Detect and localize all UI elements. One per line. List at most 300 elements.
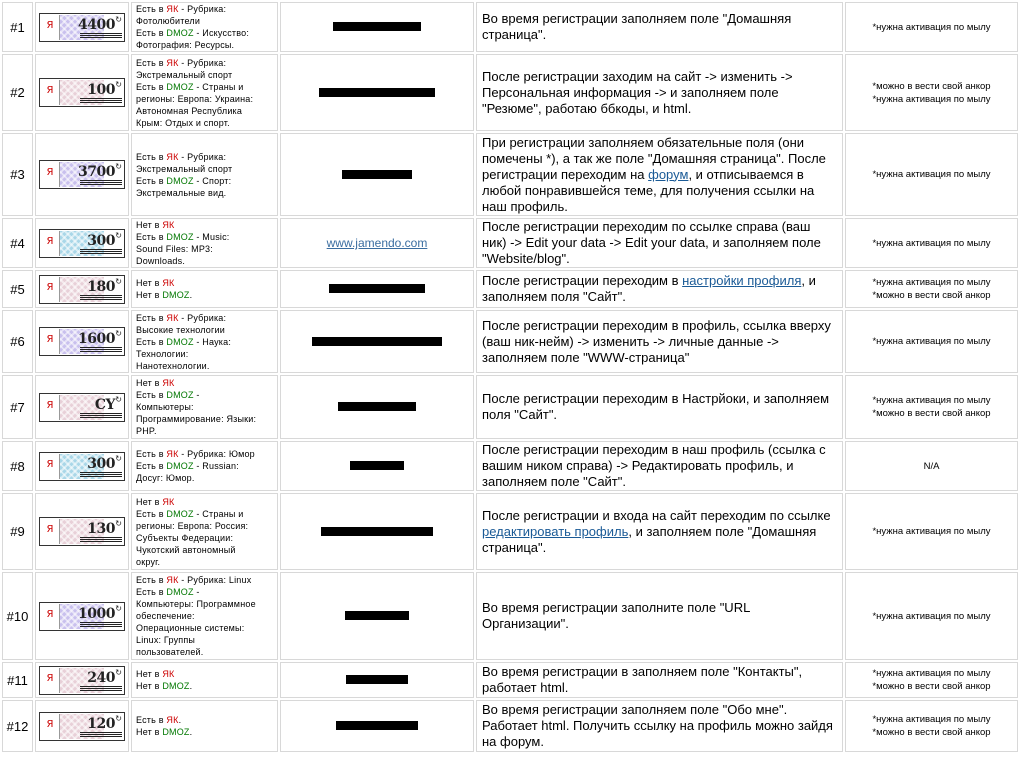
table-row [2,218,1018,268]
instruction-text: После регистрации и входа на сайт переходим по ссылке [482,507,831,523]
dmoz-label: DMOZ [162,681,190,691]
cy-counter-badge[interactable] [39,229,125,258]
row-number: #7 [2,375,33,439]
catalog-info [131,493,278,570]
catalog-info [131,218,278,268]
catalog-info [131,133,278,216]
info-text: Есть в [136,575,167,585]
redacted-url[interactable] [346,675,408,684]
notes [845,375,1018,439]
catalog-info-line [136,15,277,27]
redacted-url[interactable] [345,611,409,620]
notes [845,310,1018,373]
info-text: Нет в [136,278,163,288]
catalog-info-line [136,714,277,726]
catalog-info [131,2,278,52]
cy-counter-badge[interactable] [39,666,125,695]
dmoz-label: DMOZ [166,81,194,92]
dmoz-label: DMOZ [166,461,194,471]
dmoz-label: DMOZ [166,587,194,597]
catalog-info-line [136,27,277,39]
cy-counter-badge[interactable] [39,602,125,631]
yaca-label: ЯК [162,669,175,679]
note-line: *можно в вести свой анкор [872,408,991,419]
info-text: . [189,681,193,691]
info-text: - [193,587,200,597]
instruction-text: После регистрации переходим в Настрйоки, и заполняем поля "Сайт". [482,391,830,422]
yandex-logo: Я [41,277,60,302]
catalog-info-line [136,460,277,472]
catalog-info-line [136,646,277,658]
badge-lines [80,686,122,692]
info-text: округ. [136,556,161,567]
dmoz-label: DMOZ [162,290,190,300]
info-text: - Russian: [193,461,239,471]
cy-value: 100 [87,82,115,98]
yandex-logo: Я [41,329,60,354]
catalog-info [131,572,278,660]
instruction-text: Во время регистрации заполните поле "URL Организации". [482,600,750,631]
instructions [476,218,843,268]
cy-badge-cell [35,493,129,570]
instructions [476,375,843,439]
catalog-info-line [136,425,277,437]
catalog-info-line [136,496,277,508]
yandex-logo: Я [41,15,60,40]
notes [845,662,1018,698]
info-text: обеспечение: [136,611,195,621]
info-text: Есть в [136,57,167,68]
site-url-cell [280,572,474,660]
cy-value: 240 [87,669,115,686]
badge-lines [80,732,122,738]
instruction-text: Во время регистрации заполняем поле "Обо мне". Работает html. Получить ссылку на профиль можно зайдя на форум. [482,702,833,749]
site-url-cell [280,375,474,439]
catalog-info-line [136,57,277,69]
info-text: - Рубрика: [178,4,227,14]
instructions [476,54,843,131]
redacted-url[interactable] [321,527,433,536]
cy-counter-badge[interactable] [39,452,125,481]
cy-counter-badge[interactable] [39,517,125,546]
instruction-text: , и заполняем поля "Сайт". [482,273,816,304]
cy-value: 300 [87,232,115,249]
yaca-label: ЯК [166,449,179,459]
instruction-text: После регистрации переходим в наш профиль (ссылка с вашим ником справа) -> Редактировать профиль, и заполняем поле "Сайт". [482,442,826,489]
info-text: Экстремальные вид. [136,187,227,198]
catalog-info-line [136,289,277,301]
catalog-info-line [136,610,277,622]
catalog-info-line [136,255,277,267]
instructions [476,133,843,216]
info-text: Есть в [136,449,167,459]
info-text: Downloads. [136,256,186,266]
cy-badge-cell [35,662,129,698]
info-text: Есть в [136,28,167,38]
refresh-icon: ↻ [115,80,122,89]
notes [845,54,1018,131]
refresh-icon: ↻ [115,667,122,677]
info-text: Высокие технологии [136,324,225,335]
cy-value: 120 [87,715,115,732]
catalog-info-line [136,574,277,586]
refresh-icon: ↻ [115,276,122,286]
info-text: Sound Files: MP3: [136,244,213,254]
info-text: - Спорт: [193,175,232,186]
catalog-info-line [136,508,277,520]
site-url-cell [280,270,474,308]
instruction-text: Во время регистрации заполняем поле "Домашняя страница". [482,11,792,42]
yaca-label: ЯК [166,312,179,323]
catalog-info [131,54,278,131]
yaca-label: ЯК [162,378,175,388]
catalog-info-line [136,187,277,199]
catalog-info [131,441,278,491]
info-text: - Рубрика: [178,312,227,323]
notes [845,133,1018,216]
info-text: Нет в [136,290,163,300]
table-row [2,54,1018,131]
yaca-label: ЯК [162,220,175,230]
row-number: #6 [2,310,33,373]
cy-counter-badge[interactable] [39,160,125,189]
info-text: Есть в [136,461,167,471]
yaca-label: ЯК [166,715,179,725]
redacted-url[interactable] [319,88,435,97]
info-text: - [193,390,200,400]
info-text: PHP. [136,426,157,436]
refresh-icon: ↻ [115,329,122,338]
row-number: #2 [2,54,33,131]
info-text: - Страны и [193,81,244,92]
redacted-url[interactable] [333,22,421,31]
notes [845,218,1018,268]
catalog-info-line [136,81,277,93]
site-url-link[interactable]: www.jamendo.com [326,236,428,250]
note-line: *нужна активация по мылу [872,277,991,288]
catalog-info-line [136,598,277,610]
badge-lines [80,180,122,186]
instructions [476,2,843,52]
info-text: - Рубрика: [178,151,227,162]
badge-lines [80,622,122,628]
catalog-info-line [136,668,277,680]
catalog-info-line [136,39,277,51]
cy-badge-cell [35,218,129,268]
yaca-label: ЯК [162,278,175,288]
info-text: - Искусство: [193,28,250,38]
info-text: Фотография: Ресурсы. [136,40,235,50]
yandex-logo: Я [41,162,60,187]
refresh-icon: ↻ [115,519,122,528]
dmoz-label: DMOZ [166,390,194,400]
info-text: Операционные системы: [136,623,245,633]
catalog-info-line [136,389,277,401]
info-text: Субъекты Федерации: [136,532,234,543]
catalog-info-line [136,151,277,163]
cy-value: 180 [87,278,115,295]
instruction-text: После регистрации переходим в [482,273,683,288]
cy-value: 1600 [78,331,115,347]
info-text: Есть в [136,232,167,242]
sites-table-body [2,2,1018,752]
info-text: . [178,715,182,725]
info-text: Нет в [136,496,163,507]
info-text: Нет в [136,669,163,679]
notes [845,270,1018,308]
refresh-icon: ↻ [115,230,122,240]
badge-lines [80,33,122,39]
cy-counter-badge[interactable] [39,78,125,107]
catalog-info [131,310,278,373]
redacted-url[interactable] [329,284,425,293]
info-text: Чукотский автономный [136,544,236,555]
instruction-text: , и заполняем поле "Домашняя страница". [482,523,817,555]
dmoz-label: DMOZ [166,175,194,186]
info-text: регионы: Европа: Украина: [136,93,254,104]
site-url-cell [280,662,474,698]
site-url-cell [280,54,474,131]
instructions [476,493,843,570]
catalog-info-line [136,336,277,348]
info-text: Программирование: Языки: [136,414,257,424]
note-line: *нужна активация по мылу [872,610,991,622]
table-row [2,375,1018,439]
cy-badge-cell [35,441,129,491]
badge-lines [80,537,122,543]
info-text: Экстремальный спорт [136,69,233,80]
badge-lines [80,347,122,353]
cy-value: 300 [87,455,115,472]
notes [845,441,1018,491]
note-line: *нужна активация по мылу [872,169,991,180]
catalog-info-line [136,680,277,692]
dmoz-label: DMOZ [166,508,194,519]
cy-counter-badge[interactable] [39,327,125,356]
instructions [476,270,843,308]
yandex-logo: Я [41,714,60,739]
notes [845,2,1018,52]
catalog-info [131,700,278,752]
cy-badge-cell [35,700,129,752]
redacted-url[interactable] [342,170,412,179]
info-text: . [189,727,193,737]
info-text: Нет в [136,220,163,230]
catalog-info-line [136,360,277,372]
row-number: #3 [2,133,33,216]
info-text: Нанотехнологии. [136,360,210,371]
info-text: Нет в [136,378,163,388]
catalog-info-line [136,586,277,598]
dmoz-label: DMOZ [166,336,194,347]
info-text: Крым: Отдых и спорт. [136,117,230,128]
instruction-text: , и отписываемся в любой понравившейся теме, для получения ссылки на наш профиль. [482,166,815,214]
note-line: *можно в вести свой анкор [872,80,991,92]
note-line: *нужна активация по мылу [872,237,991,249]
instructions [476,572,843,660]
refresh-icon: ↻ [115,162,122,171]
badge-lines [80,472,122,478]
info-text: Экстремальный спорт [136,163,233,174]
site-url-cell [280,700,474,752]
instruction-link[interactable]: редактировать профиль [482,523,629,539]
instructions [476,441,843,491]
refresh-icon: ↻ [115,394,122,404]
catalog-info-line [136,634,277,646]
info-text: Есть в [136,312,167,323]
site-url-cell [280,310,474,373]
notes [845,572,1018,660]
yaca-label: ЯК [166,57,179,68]
info-text: - Рубрика: [178,57,227,68]
yaca-label: ЯК [162,496,175,507]
info-text: - Рубрика: Linux [178,575,252,585]
info-text: Компьютеры: [136,402,194,412]
cy-value: 1000 [78,605,115,622]
info-text: Есть в [136,81,167,92]
dmoz-label: DMOZ [166,232,194,242]
redacted-url[interactable] [338,402,416,411]
notes [845,700,1018,752]
note-line: *можно в вести свой анкор [872,727,991,738]
cy-counter-badge[interactable] [39,393,125,422]
catalog-info-line [136,219,277,231]
cy-counter-badge[interactable] [39,275,125,304]
catalog-info-line [136,448,277,460]
notes [845,493,1018,570]
yandex-logo: Я [41,231,60,256]
cy-value: 4400 [78,16,115,33]
table-row [2,270,1018,308]
info-text: Нет в [136,727,163,737]
catalog-info-line [136,243,277,255]
note-line: *можно в вести свой анкор [872,290,991,301]
cy-counter-badge[interactable] [39,13,125,42]
catalog-info-line [136,544,277,556]
info-text: - Music: [193,232,230,242]
cy-badge-cell [35,2,129,52]
dmoz-label: DMOZ [162,727,190,737]
info-text: Нет в [136,681,163,691]
table-row [2,441,1018,491]
instruction-text: При регистрации заполняем обязательные поля (они помечены *), а так же поле "Домашняя страница". После регистрации переходим на [482,134,826,182]
catalog-info [131,375,278,439]
badge-lines [80,249,122,255]
catalog-info-line [136,556,277,568]
note-line: N/A [923,460,940,472]
catalog-info-line [136,117,277,129]
catalog-info-line [136,231,277,243]
catalog-info-line [136,348,277,360]
site-url-cell [280,493,474,570]
catalog-info-line [136,277,277,289]
catalog-info [131,270,278,308]
catalog-info-line [136,532,277,544]
cy-value: 130 [87,521,115,537]
info-text: Есть в [136,715,167,725]
catalog-info-line [136,3,277,15]
note-line: *нужна активация по мылу [872,93,991,105]
catalog-info-line [136,401,277,413]
refresh-icon: ↻ [115,713,122,723]
info-text: Компьютеры: Программное [136,599,256,609]
refresh-icon: ↻ [115,453,122,463]
instruction-link[interactable]: форум [648,166,689,182]
catalog-info-line [136,413,277,425]
instruction-link[interactable]: настройки профиля [682,273,802,288]
info-text: Технологии: [136,348,189,359]
table-row [2,2,1018,52]
note-line: *нужна активация по мылу [872,21,991,33]
info-text: Linux: Группы [136,635,196,645]
info-text: Есть в [136,508,167,519]
cy-value: 3700 [78,164,115,180]
row-number: #4 [2,218,33,268]
cy-counter-badge[interactable] [39,712,125,741]
instruction-text: После регистрации переходим в профиль, ссылка вверху (ваш ник-нейм) -> изменить -> личные данные -> заполняем поле "WWW-страница" [482,317,831,365]
catalog-info-line [136,163,277,175]
catalog-info-line [136,105,277,117]
row-number: #9 [2,493,33,570]
site-url-cell [280,133,474,216]
catalog-info-line [136,520,277,532]
info-text: Фотолюбители [136,16,201,26]
table-row [2,662,1018,698]
info-text: Автономная Республика [136,105,243,116]
info-text: Есть в [136,390,167,400]
badge-lines [80,295,122,301]
redacted-url[interactable] [350,461,404,470]
yandex-logo: Я [41,454,60,479]
catalog-info-line [136,472,277,484]
catalog-info-line [136,324,277,336]
info-text: - Рубрика: Юмор [178,449,255,459]
catalog-info-line [136,93,277,105]
info-text: Есть в [136,587,167,597]
refresh-icon: ↻ [115,603,122,613]
site-url-cell [280,441,474,491]
catalog-info-line [136,175,277,187]
site-url-cell [280,2,474,52]
info-text: . [189,290,193,300]
note-line: *нужна активация по мылу [872,668,991,679]
row-number: #10 [2,572,33,660]
row-number: #5 [2,270,33,308]
table-row [2,133,1018,216]
refresh-icon: ↻ [115,14,122,24]
table-row [2,700,1018,752]
row-number: #12 [2,700,33,752]
catalog-info [131,662,278,698]
row-number: #8 [2,441,33,491]
redacted-url[interactable] [312,337,442,346]
info-text: Есть в [136,175,167,186]
instructions [476,310,843,373]
cy-value: CY [94,396,115,413]
info-text: Есть в [136,4,167,14]
note-line: *нужна активация по мылу [872,336,991,347]
dmoz-label: DMOZ [166,28,194,38]
cy-badge-cell [35,572,129,660]
yandex-logo: Я [41,395,60,420]
info-text: - Наука: [193,336,232,347]
catalog-info-line [136,622,277,634]
row-number: #11 [2,662,33,698]
instructions [476,700,843,752]
redacted-url[interactable] [336,721,418,730]
catalog-info-line [136,69,277,81]
info-text: - Страны и [193,508,244,519]
